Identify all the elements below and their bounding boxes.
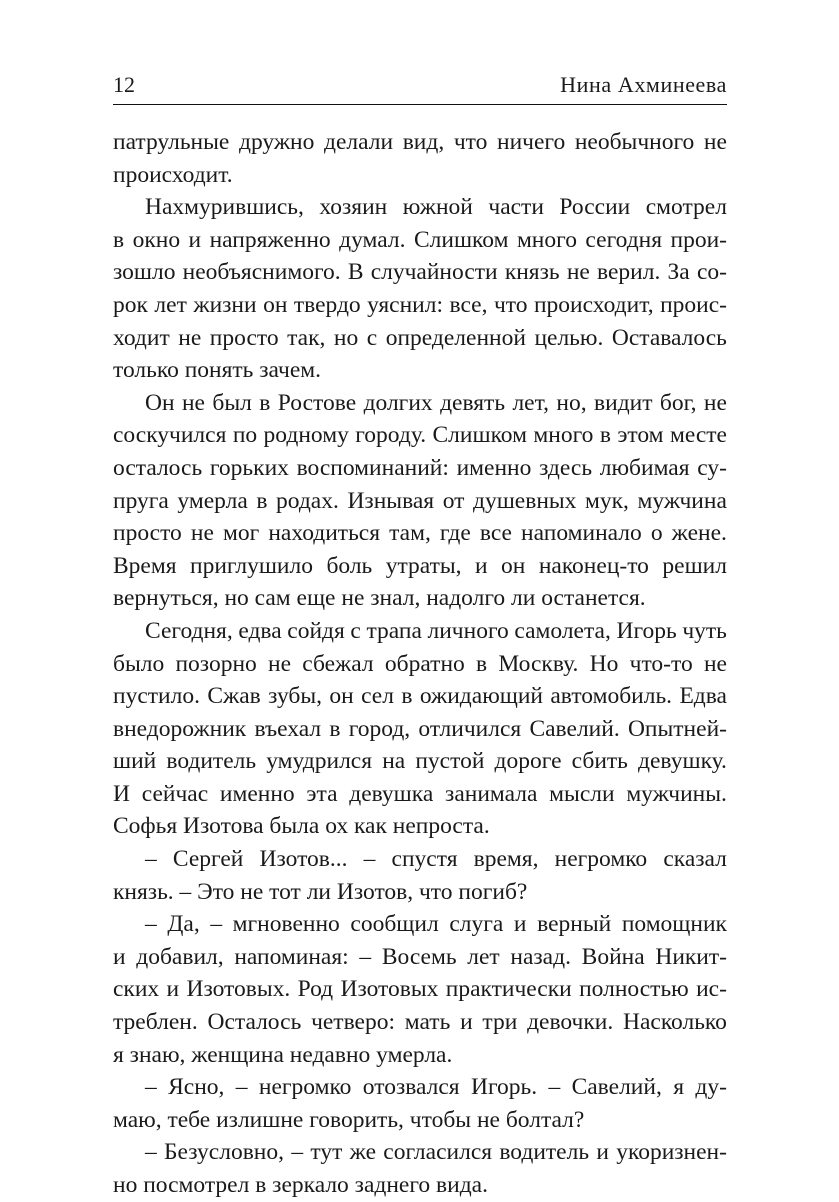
text-line: – Сергей Изотов... – спустя время, негромко сказал: [145, 846, 727, 873]
text-line: маю, тебе излишне говорить, чтобы не болтал?: [113, 1106, 585, 1133]
text-line: князь. – Это не тот ли Изотов, что погиб?: [113, 878, 528, 905]
text-line: Софья Изотова была ох как непроста.: [113, 813, 490, 840]
text-line: происходит.: [113, 161, 233, 188]
text-line: соскучился по родному городу. Слишком много в этом месте: [113, 422, 727, 449]
text-line: только понять зачем.: [113, 357, 322, 384]
paragraph: [113, 126, 727, 191]
text-line: – Безусловно, – тут же согласился водитель и укоризнен-: [145, 1139, 727, 1166]
text-line: в окно и напряженно думал. Слишком много сегодня прои-: [113, 226, 727, 253]
text-line: ший водитель умудрился на пустой дороге сбить девушку.: [113, 748, 727, 775]
text-line: и добавил, напоминая: – Восемь лет назад. Война Никит-: [113, 943, 727, 970]
text-line: Время приглушило боль утраты, и он наконец-то решил: [113, 552, 727, 579]
page-number: 12: [113, 72, 135, 97]
text-line: ских и Изотовых. Род Изотовых практически полностью ис-: [113, 976, 727, 1003]
text-line: рок лет жизни он твердо уяснил: все, что происходит, проис-: [113, 291, 727, 318]
text-line: Он не был в Ростове долгих девять лет, но, видит бог, не: [145, 389, 727, 416]
text-line: треблен. Осталось четверо: мать и три девочки. Насколько: [113, 1009, 727, 1036]
paragraph: [113, 1071, 727, 1136]
body-text: [113, 126, 727, 1202]
text-line: зошло необъяснимого. В случайности князь не верил. За со-: [113, 259, 727, 286]
text-line: вернуться, но сам еще не знал, надолго ли останется.: [113, 585, 646, 612]
text-line: было позорно не сбежал обратно в Москву. Но что-то не: [113, 650, 727, 677]
text-line: просто не мог находиться там, где все напоминало о жене.: [113, 520, 727, 547]
text-line: ходит не просто так, но с определенной целью. Оставалось: [113, 324, 727, 351]
text-line: я знаю, женщина недавно умерла.: [113, 1041, 453, 1068]
paragraph: [113, 191, 727, 387]
text-line: – Ясно, – негромко отозвался Игорь. – Савелий, я ду-: [145, 1074, 727, 1101]
text-line: но посмотрел в зеркало заднего вида.: [113, 1172, 488, 1198]
paragraph: [113, 387, 727, 615]
paragraph: [113, 843, 727, 908]
text-line: внедорожник въехал в город, отличился Савелий. Опытней-: [113, 715, 727, 742]
paragraph: [113, 908, 727, 1071]
running-header: [113, 68, 727, 105]
text-line: – Да, – мгновенно сообщил слуга и верный помощник: [145, 911, 727, 938]
text-line: И сейчас именно эта девушка занимала мысли мужчины.: [113, 780, 727, 807]
author-name: Нина Ахминеева: [560, 72, 727, 97]
paragraph: [113, 615, 727, 843]
text-line: Нахмурившись, хозяин южной части России смотрел: [145, 194, 727, 221]
text-line: Сегодня, едва сойдя с трапа личного самолета, Игорь чуть: [145, 617, 727, 644]
text-line: осталось горьких воспоминаний: именно здесь любимая су-: [113, 454, 727, 481]
text-line: патрульные дружно делали вид, что ничего необычного не: [113, 129, 727, 155]
text-line: пустило. Сжав зубы, он сел в ожидающий автомобиль. Едва: [113, 683, 727, 710]
paragraph: [113, 1136, 727, 1201]
text-line: пруга умерла в родах. Изнывая от душевных мук, мужчина: [113, 487, 727, 514]
